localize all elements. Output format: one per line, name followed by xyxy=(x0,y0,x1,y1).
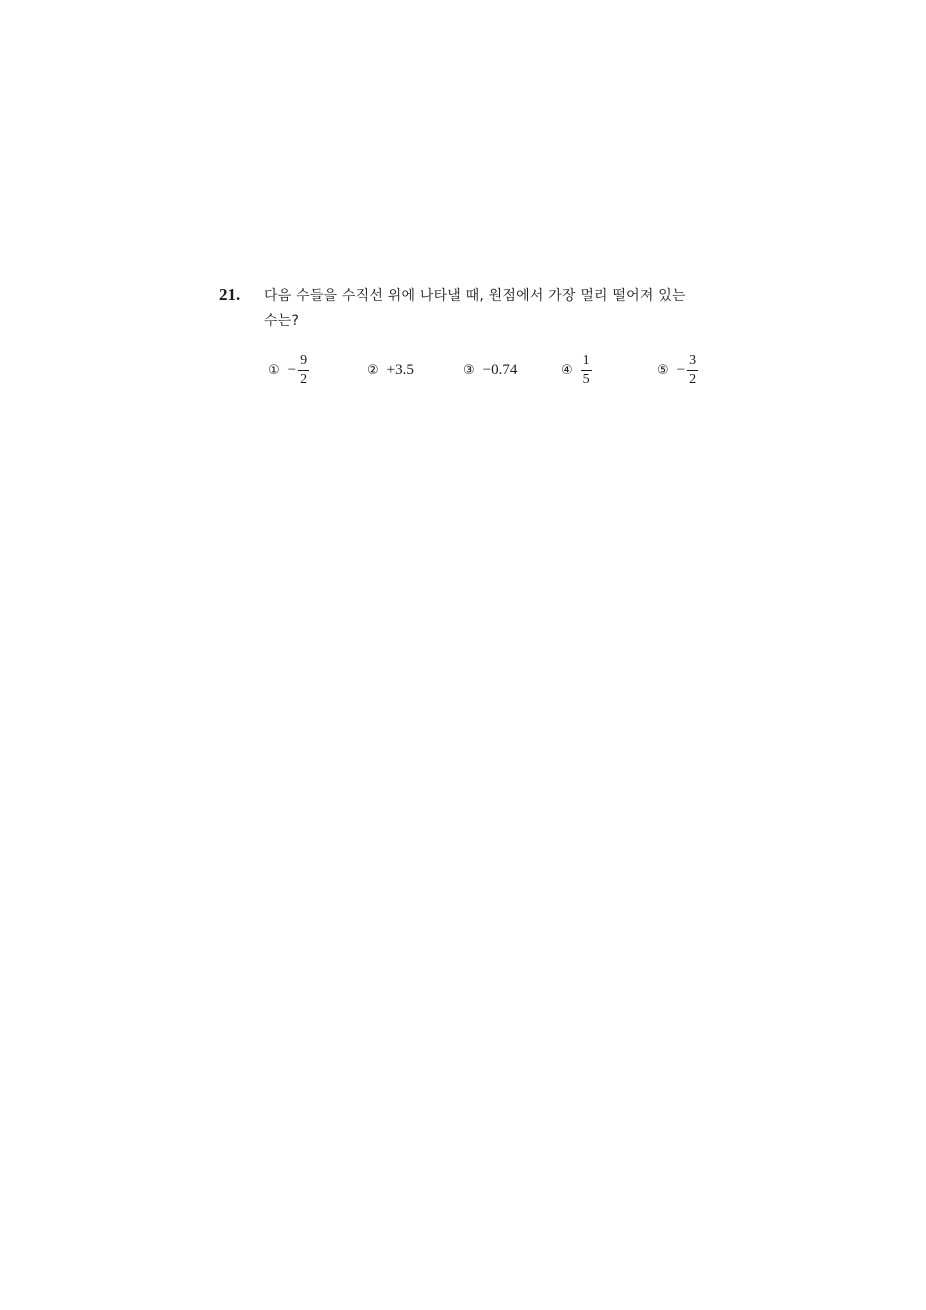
question-text-line-1: 다음 수들을 수직선 위에 나타낼 때, 원점에서 가장 멀리 떨어져 있는 xyxy=(264,288,686,304)
fraction-denominator: 5 xyxy=(582,371,590,387)
fraction-denominator: 2 xyxy=(300,371,308,387)
choice-marker: ② xyxy=(367,362,379,378)
choice-sign: − xyxy=(676,361,686,378)
question-number: 21. xyxy=(219,285,241,304)
choice-5[interactable] xyxy=(657,350,698,390)
choice-3[interactable] xyxy=(463,350,517,390)
choice-value: +3.5 xyxy=(386,361,414,378)
fraction xyxy=(687,353,698,388)
choice-sign: − xyxy=(287,361,297,378)
choice-marker: ⑤ xyxy=(657,362,669,378)
choice-2[interactable] xyxy=(367,350,414,390)
question-text-line-2: 수는? xyxy=(264,313,300,329)
fraction xyxy=(298,353,309,388)
choice-marker: ④ xyxy=(561,362,573,378)
fraction-numerator: 9 xyxy=(298,353,309,371)
choice-value: −0.74 xyxy=(482,361,518,378)
choice-marker: ① xyxy=(268,362,280,378)
question-text xyxy=(264,284,734,334)
fraction-denominator: 2 xyxy=(689,371,697,387)
choice-marker: ③ xyxy=(463,362,475,378)
fraction xyxy=(581,353,592,388)
fraction-numerator: 1 xyxy=(581,353,592,371)
choice-1[interactable] xyxy=(268,350,309,390)
fraction-numerator: 3 xyxy=(687,353,698,371)
choice-4[interactable] xyxy=(561,350,592,390)
